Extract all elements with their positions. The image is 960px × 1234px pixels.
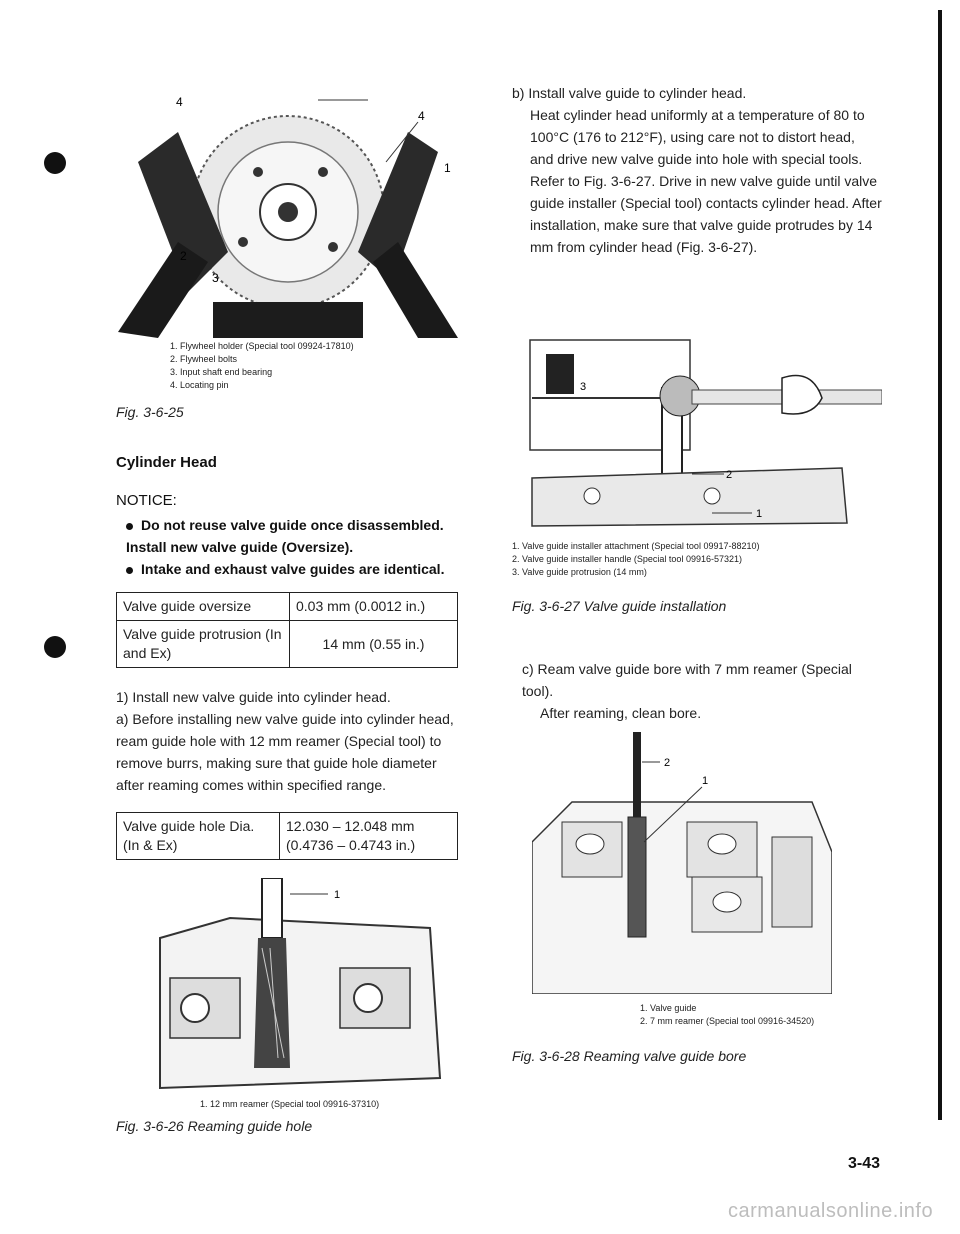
fig-3-6-25-caption: Fig. 3-6-25 bbox=[116, 404, 184, 420]
bullet-dot bbox=[126, 523, 133, 530]
notice-bullet: Intake and exhaust valve guides are identical. bbox=[126, 558, 466, 580]
spec-table-oversize bbox=[116, 592, 458, 668]
step-1: 1) Install new valve guide into cylinder head. a) Before installing new valve guide into cylinder head, ream guide hole with 12 mm reamer (Special tool) to remove burrs, making sure that guide hole diameter after reaming comes within specified range. bbox=[116, 686, 466, 796]
table-row bbox=[117, 593, 458, 621]
page-number: 3-43 bbox=[848, 1155, 881, 1172]
legend-item: 3. Input shaft end bearing bbox=[170, 367, 273, 377]
bullet-dot bbox=[126, 567, 133, 574]
legend-item: 1. Flywheel holder (Special tool 09924-17810) bbox=[170, 341, 354, 351]
fig-3-6-26-illustration bbox=[150, 878, 450, 1096]
legend-item: 3. Valve guide protrusion (14 mm) bbox=[512, 567, 647, 577]
step-a: a) Before installing new valve guide into cylinder head, ream guide hole with 12 mm reamer (Special tool) to remove burrs, making sure that guide hole diameter after reaming comes within specified range. bbox=[116, 711, 454, 793]
fig-3-6-25-illustration bbox=[118, 92, 458, 338]
fig-3-6-27-legend bbox=[512, 540, 760, 579]
watermark: carmanualsonline.info bbox=[728, 1200, 934, 1222]
step-c: c) Ream valve guide bore with 7 mm reamer (Special tool). After reaming, clean bore. bbox=[522, 661, 852, 721]
legend-item: 2. Valve guide installer handle (Special tool 09916-57321) bbox=[512, 554, 742, 564]
binder-hole bbox=[44, 152, 66, 174]
fig-3-6-28-caption: Fig. 3-6-28 Reaming valve guide bore bbox=[512, 1048, 747, 1064]
spec-table-hole-dia bbox=[116, 812, 458, 860]
fig-3-6-28-legend bbox=[640, 1002, 814, 1028]
fig-3-6-26-legend bbox=[200, 1098, 379, 1111]
legend-item: 4. Locating pin bbox=[170, 380, 229, 390]
legend-item: 1. 12 mm reamer (Special tool 09916-37310) bbox=[200, 1099, 380, 1109]
table-cell: Valve guide oversize bbox=[117, 593, 290, 621]
fig-3-6-27-illustration bbox=[512, 338, 882, 528]
legend-item: 2. 7 mm reamer (Special tool 09916-34520) bbox=[640, 1016, 815, 1026]
callout: 4 bbox=[176, 95, 183, 109]
callout: 3 bbox=[212, 271, 219, 285]
table-cell: 12.030 – 12.048 mm (0.4736 – 0.4743 in.) bbox=[280, 813, 458, 860]
fig-3-6-27-caption: Fig. 3-6-27 Valve guide installation bbox=[512, 598, 727, 614]
legend-item: 2. Flywheel bolts bbox=[170, 354, 238, 364]
legend-item: 1. Valve guide installer attachment (Special tool 09917-88210) bbox=[512, 541, 760, 551]
fig-3-6-28-illustration bbox=[532, 732, 832, 994]
callout: 1 bbox=[334, 889, 341, 901]
callout: 1 bbox=[756, 508, 763, 520]
margin-rule bbox=[938, 10, 942, 1120]
callout: 3 bbox=[580, 381, 587, 393]
notice-bullet: Do not reuse valve guide once disassembled. Install new valve guide (Oversize). bbox=[126, 517, 444, 555]
callout: 1 bbox=[702, 775, 709, 787]
callout: 2 bbox=[664, 757, 671, 769]
table-row bbox=[117, 813, 458, 860]
fig-3-6-25-legend bbox=[170, 340, 354, 392]
table-cell: Valve guide hole Dia. (In & Ex) bbox=[117, 813, 280, 860]
callout: 1 bbox=[444, 161, 451, 175]
legend-item: 1. Valve guide bbox=[640, 1003, 697, 1013]
notice-label: NOTICE: bbox=[116, 492, 177, 509]
table-cell: 14 mm (0.55 in.) bbox=[290, 621, 458, 668]
section-heading: Cylinder Head bbox=[116, 454, 217, 471]
callout: 2 bbox=[180, 249, 187, 263]
table-cell: Valve guide protrusion (In and Ex) bbox=[117, 621, 290, 668]
table-row bbox=[117, 621, 458, 668]
callout: 2 bbox=[726, 469, 733, 481]
fig-3-6-26-caption: Fig. 3-6-26 Reaming guide hole bbox=[116, 1118, 313, 1134]
callout: 4 bbox=[418, 109, 425, 123]
binder-hole bbox=[44, 636, 66, 658]
step-b: b) Install valve guide to cylinder head. Heat cylinder head uniformly at a temperature of 80 to 100°C (176 to 212°F), using care not to distort head, and drive new valve guide into hole with special tools. Refer to Fig. 3-6-27. Drive in new valve guide until valve guide installer (Special tool) contacts cylinder head. After installation, make sure that valve guide protrudes by 14 mm from cylinder head (Fig. 3-6-27). bbox=[512, 85, 882, 255]
table-cell: 0.03 mm (0.0012 in.) bbox=[290, 593, 458, 621]
